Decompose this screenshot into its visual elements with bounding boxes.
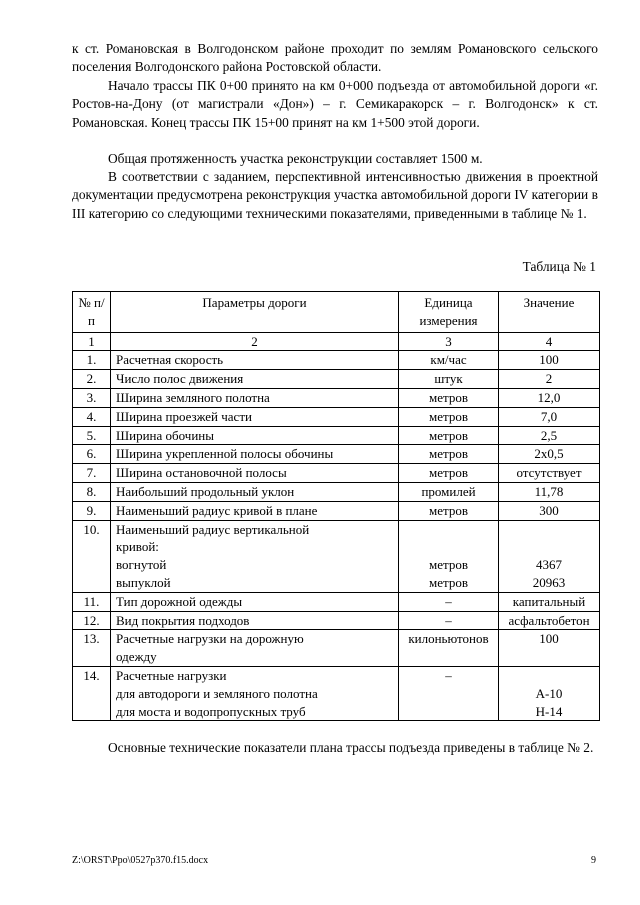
table-row [73,407,600,426]
row-num: 8. [73,482,111,501]
table-row-10 [73,520,600,592]
row-value: 100 [499,630,600,667]
table-row [73,351,600,370]
row-param: Число полос движения [111,370,399,389]
row-param: Ширина остановочной полосы [111,464,399,483]
table-caption: Таблица № 1 [522,259,596,274]
row-num: 10. [73,520,111,592]
table-row [73,611,600,630]
table-row [73,388,600,407]
row-value [499,520,600,592]
row-value: асфальтобетон [499,611,600,630]
col-num-4: 4 [499,332,600,351]
row-param: Наименьший радиус кривой в плане [111,501,399,520]
row-value: 100 [499,351,600,370]
col-num-3: 3 [399,332,499,351]
row-unit: – [399,592,499,611]
param-line: кривой: [116,539,159,555]
unit-line: метров [429,557,468,573]
row-num: 13. [73,630,111,667]
row-unit: метров [399,407,499,426]
param-line: для моста и водопропускных труб [116,703,306,719]
row-num: 12. [73,611,111,630]
row-unit: км/час [399,351,499,370]
row-value: капитальный [499,592,600,611]
col-num-1: 1 [73,332,111,351]
value-line: А-10 [535,685,563,701]
value-line: Н-14 [535,703,563,719]
param-line: Наименьший радиус вертикальной [116,521,310,537]
header-unit: Единица измерения [399,292,499,333]
row-num: 4. [73,407,111,426]
row-param: Расчетная скорость [111,351,399,370]
paragraph-1: к ст. Романовская в Волгодонском районе проходит по землям Романовского сельского поселения Волгодонского района Ростовской области. [72,41,598,75]
row-value: 2 [499,370,600,389]
row-num: 1. [73,351,111,370]
row-value [499,666,600,720]
row-param [111,520,399,592]
row-unit: метров [399,445,499,464]
row-value: 11,78 [499,482,600,501]
paragraph-5: Основные технические показатели плана трассы подъезда приведены в таблице № 2. [108,740,594,755]
row-num: 2. [73,370,111,389]
table-row [73,464,600,483]
table-header-row [73,292,600,333]
header-value: Значение [499,292,600,333]
row-unit: – [399,611,499,630]
row-value: 12,0 [499,388,600,407]
row-unit: метров [399,501,499,520]
row-unit: метров [399,388,499,407]
row-unit: – [399,666,499,720]
row-value: 300 [499,501,600,520]
row-num: 6. [73,445,111,464]
table-row [73,592,600,611]
row-param: Ширина укрепленной полосы обочины [111,445,399,464]
row-param: Ширина обочины [111,426,399,445]
col-num-2: 2 [111,332,399,351]
column-number-row [73,332,600,351]
row-unit: метров [399,426,499,445]
table-row [73,445,600,464]
row-num: 9. [73,501,111,520]
param-line: выпуклой [116,574,171,590]
value-line: 4367 [536,557,562,573]
footer-page-number: 9 [591,855,596,866]
row-num: 14. [73,666,111,720]
table-row [73,426,600,445]
unit-line [402,538,495,556]
table-row [73,482,600,501]
row-value: 7,0 [499,407,600,426]
paragraph-2: Начало трассы ПК 0+00 принято на км 0+000 подъезда от автомобильной дороги «г. Ростов-на-Дону (от магистрали «Дон») – г. Семикаракорск – г. Волгодонск» к ст. Романовская. Конец трассы ПК 15+00 принят на км 1+500 этой дороги. [72,78,598,130]
row-param: Наибольший продольный уклон [111,482,399,501]
value-line: 20963 [532,574,566,590]
row-unit [399,520,499,592]
row-value: 2,5 [499,426,600,445]
param-line: одежду [116,649,157,665]
table-row-14 [73,666,600,720]
value-line [502,521,596,539]
row-unit: промилей [399,482,499,501]
param-line: для автодороги и земляного полотна [116,685,318,701]
parameters-table [72,291,600,721]
paragraph-3: Общая протяженность участка реконструкции составляет 1500 м. [108,151,483,166]
param-line: Расчетные нагрузки на дорожную [116,631,304,647]
table-row [73,370,600,389]
row-param: Тип дорожной одежды [111,592,399,611]
unit-line [402,521,495,539]
param-line: Расчетные нагрузки [116,667,227,683]
row-num: 5. [73,426,111,445]
header-num: № п/п [73,292,111,333]
param-line: вогнутой [116,557,167,573]
row-num: 7. [73,464,111,483]
header-param: Параметры дороги [111,292,399,333]
value-line [502,667,596,685]
footer-file-path: Z:\ORST\Ppo\0527p370.f15.docx [72,855,209,866]
table-row-13 [73,630,600,667]
value-line [502,538,596,556]
row-num: 11. [73,592,111,611]
row-unit: килоньютонов [399,630,499,667]
row-param: Ширина земляного полотна [111,388,399,407]
table-row [73,501,600,520]
row-unit: штук [399,370,499,389]
row-param [111,630,399,667]
row-num: 3. [73,388,111,407]
row-value: 2х0,5 [499,445,600,464]
paragraph-4: В соответствии с заданием, перспективной интенсивностью движения в проектной документации предусмотрена реконструкция участка автомобильной дороги IV категории в III категорию со следующими техническими показателями, приведенными в таблице № 1. [72,169,598,221]
row-param [111,666,399,720]
row-param: Вид покрытия подходов [111,611,399,630]
unit-line: метров [429,574,468,590]
row-param: Ширина проезжей части [111,407,399,426]
row-unit: метров [399,464,499,483]
row-value: отсутствует [499,464,600,483]
